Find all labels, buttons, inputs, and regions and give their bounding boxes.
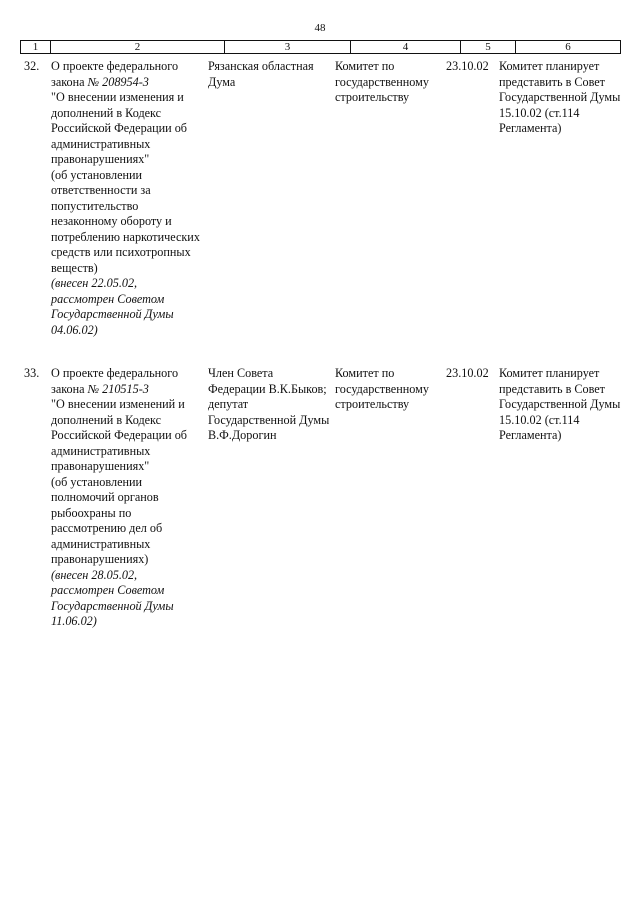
bill-number: № 210515-3 — [87, 381, 149, 396]
page-number: 48 — [314, 22, 326, 34]
bill-author: Рязанская областная Дума — [208, 59, 314, 89]
bill-submission-note: (внесен 28.05.02, рассмотрен Советом Государственной Думы 11.06.02) — [51, 567, 174, 628]
bill-title-body: "О внесении изменения и дополнений в Кодекс Российской Федерации об административных правонарушениях" (об установлении ответственности за попустительство незаконному обороту и потреблению наркотических средств или психотропных веществ) — [51, 90, 200, 275]
bill-submission-note: (внесен 22.05.02, рассмотрен Советом Государственной Думы 04.06.02) — [51, 276, 174, 337]
responsible-committee: Комитет по государственному строительству — [335, 59, 429, 104]
header-col-5: 5 — [461, 41, 516, 53]
header-col-2: 2 — [51, 41, 225, 53]
header-col-3: 3 — [225, 41, 351, 53]
bill-title — [51, 366, 203, 630]
entry-number: 32. — [24, 59, 40, 73]
header-col-4: 4 — [351, 41, 461, 53]
header-col-1: 1 — [21, 41, 51, 53]
bill-title-intro: О проекте федерального закона — [51, 59, 179, 89]
responsible-committee: Комитет по государственному строительству — [335, 366, 429, 411]
committee-decision: Комитет планирует представить в Совет Государственной Думы 15.10.02 (ст.114 Регламента) — [499, 366, 621, 442]
bill-title-intro: О проекте федерального закона — [51, 366, 179, 396]
bill-title — [51, 59, 203, 338]
bill-title-body: "О внесении изменений и дополнений в Кодекс Российской Федерации об административных правонарушениях" (об установлении полномочий органов рыбоохраны по рассмотрению дел об административных правонарушениях) — [51, 397, 188, 566]
committee-decision: Комитет планирует представить в Совет Государственной Думы 15.10.02 (ст.114 Регламента) — [499, 59, 621, 135]
entry-date: 23.10.02 — [446, 59, 489, 73]
header-col-6: 6 — [565, 41, 571, 53]
entry-date: 23.10.02 — [446, 366, 489, 380]
entry-number: 33. — [24, 366, 40, 380]
table-header-row — [20, 40, 621, 54]
bill-author: Член Совета Федерации В.К.Быков; депутат Государственной Думы В.Ф.Дорогин — [208, 366, 330, 442]
bill-number: № 208954-3 — [87, 74, 149, 89]
